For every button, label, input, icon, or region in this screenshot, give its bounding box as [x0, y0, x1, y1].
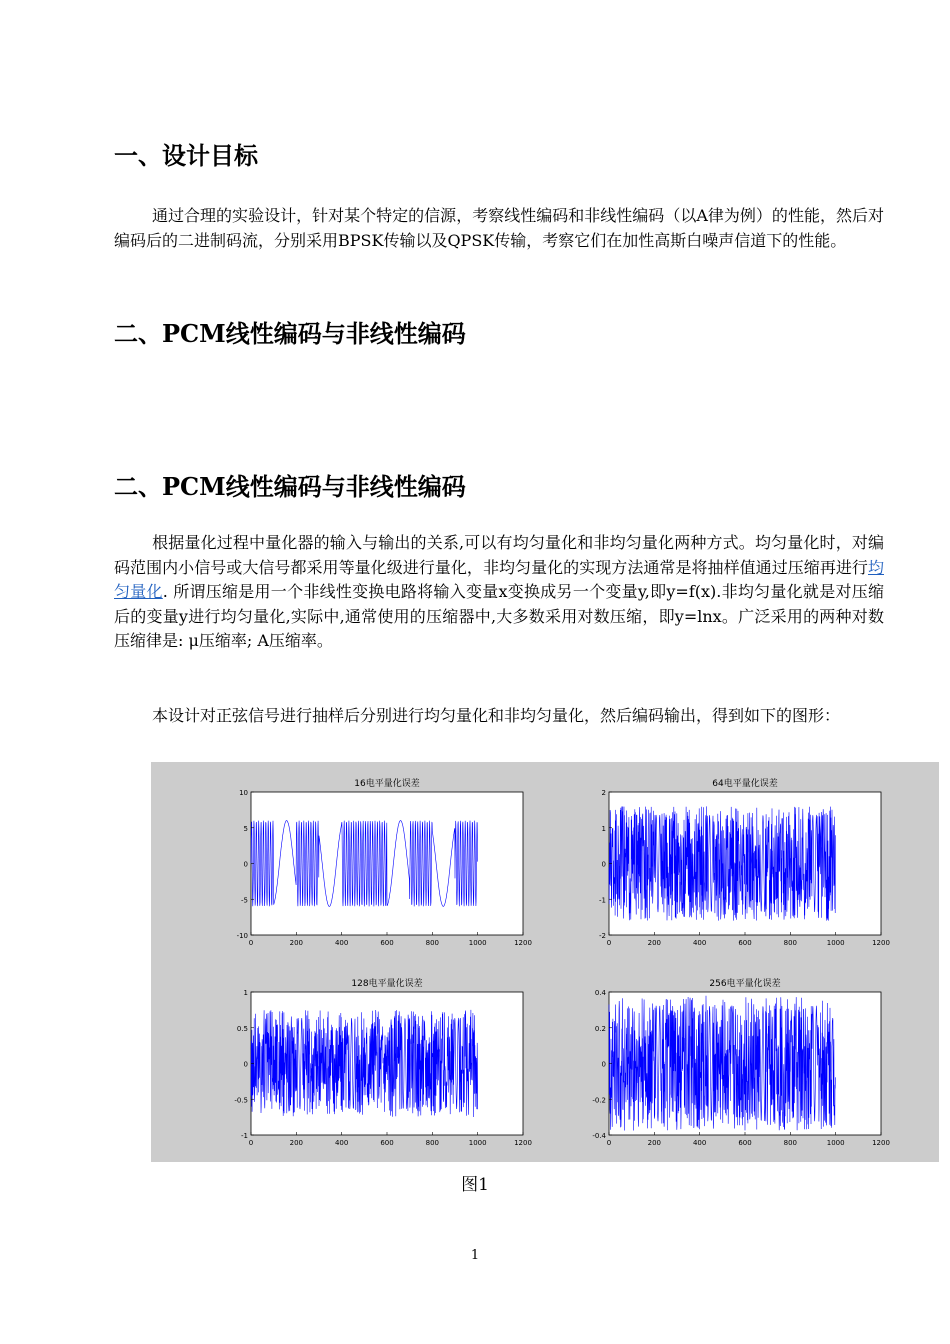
x-tick-label: 1000 — [468, 1139, 487, 1147]
y-tick-label: 1 — [243, 989, 248, 997]
x-tick-label: 600 — [380, 939, 394, 947]
section-1-heading: 一、设计目标 — [114, 141, 258, 170]
x-tick-label: 600 — [380, 1139, 394, 1147]
plot-title: 64电平量化误差 — [712, 779, 778, 789]
x-tick-label: 800 — [425, 1139, 440, 1147]
x-tick-label: 1200 — [872, 939, 890, 947]
x-tick-label: 0 — [248, 939, 254, 947]
x-tick-label: 800 — [783, 1139, 798, 1147]
y-tick-label: 0.5 — [236, 1024, 248, 1033]
x-tick-label: 400 — [692, 939, 707, 947]
y-tick-label: -0.5 — [234, 1096, 248, 1105]
y-tick-label: -1 — [599, 896, 606, 905]
y-tick-label: 0.2 — [594, 1024, 606, 1033]
section-2-heading: 二、PCM线性编码与非线性编码 — [114, 319, 466, 348]
plot-128-level — [221, 976, 533, 1162]
section-1-text: 通过合理的实验设计，针对某个特定的信源，考察线性编码和非线性编码（以A律为例）的性能，然后对编码后的二进制码流，分别采用BPSK传输以及QPSK传输，考察它们在加性高斯白噪声信道下的性能。 — [114, 206, 884, 250]
x-tick-label: 1000 — [826, 939, 845, 947]
plot-16-level — [221, 776, 533, 962]
y-tick-label: -1 — [241, 1132, 248, 1140]
quantization-text-1: 根据量化过程中量化器的输入与输出的关系,可以有均匀量化和非均匀量化两种方式。均匀量化时，对编码范围内小信号或大信号都采用等量化级进行量化，非均匀量化的实现方法通常是将抽样值通过压缩再进行 — [114, 533, 884, 577]
plot-title: 16电平量化误差 — [354, 779, 420, 789]
y-tick-label: -5 — [241, 896, 248, 905]
y-tick-label: -2 — [599, 932, 606, 940]
x-tick-label: 200 — [647, 1139, 662, 1147]
quantization-text-2: . 所谓压缩是用一个非线性变换电路将输入变量x变换成另一个变量y,即y=f(x).非均匀量化就是对压缩后的变量y进行均匀量化,实际中,通常使用的压缩器中,大多数采用对数压缩，即y=lnx。广泛采用的两种对数压缩律是: μ压缩率; A压缩率。 — [114, 582, 884, 650]
x-tick-label: 1000 — [826, 1139, 845, 1147]
figure-1 — [151, 762, 939, 1162]
uniform-quantization-link[interactable]: 均匀量化 — [114, 557, 884, 601]
x-tick-label: 1200 — [514, 939, 532, 947]
y-tick-label: 0 — [601, 1060, 606, 1069]
x-tick-label: 1000 — [468, 939, 487, 947]
x-tick-label: 200 — [289, 939, 304, 947]
design-text: 本设计对正弦信号进行抽样后分别进行均匀量化和非均匀量化，然后编码输出，得到如下的图形： — [152, 706, 841, 725]
quantization-paragraph — [114, 531, 884, 654]
page-number: 1 — [470, 1248, 480, 1263]
x-tick-label: 400 — [334, 1139, 349, 1147]
plot-title: 256电平量化误差 — [709, 979, 781, 989]
y-tick-label: 0.4 — [594, 989, 606, 997]
x-tick-label: 1200 — [872, 1139, 890, 1147]
y-tick-label: 1 — [601, 824, 606, 833]
design-paragraph — [114, 704, 884, 729]
x-tick-label: 0 — [606, 1139, 612, 1147]
x-tick-label: 800 — [783, 939, 798, 947]
x-tick-label: 800 — [425, 939, 440, 947]
section-1-paragraph — [114, 204, 884, 253]
figure-caption: 图1 — [461, 1175, 489, 1195]
x-tick-label: 200 — [289, 1139, 304, 1147]
x-tick-label: 200 — [647, 939, 662, 947]
plot-title: 128电平量化误差 — [351, 979, 423, 989]
y-tick-label: 10 — [239, 789, 248, 797]
y-tick-label: 2 — [601, 789, 606, 797]
x-tick-label: 0 — [606, 939, 612, 947]
y-tick-label: -0.4 — [592, 1132, 606, 1140]
x-tick-label: 400 — [692, 1139, 707, 1147]
x-tick-label: 400 — [334, 939, 349, 947]
y-tick-label: 0 — [243, 860, 248, 869]
x-tick-label: 1200 — [514, 1139, 532, 1147]
y-tick-label: 0 — [601, 860, 606, 869]
section-2-heading-repeat: 二、PCM线性编码与非线性编码 — [114, 472, 466, 501]
x-tick-label: 0 — [248, 1139, 254, 1147]
y-tick-label: -0.2 — [592, 1096, 606, 1105]
y-tick-label: 5 — [243, 824, 248, 833]
plot-256-level — [579, 976, 891, 1162]
y-tick-label: 0 — [243, 1060, 248, 1069]
plot-64-level — [579, 776, 891, 962]
y-tick-label: -10 — [236, 932, 248, 940]
x-tick-label: 600 — [738, 939, 752, 947]
x-tick-label: 600 — [738, 1139, 752, 1147]
